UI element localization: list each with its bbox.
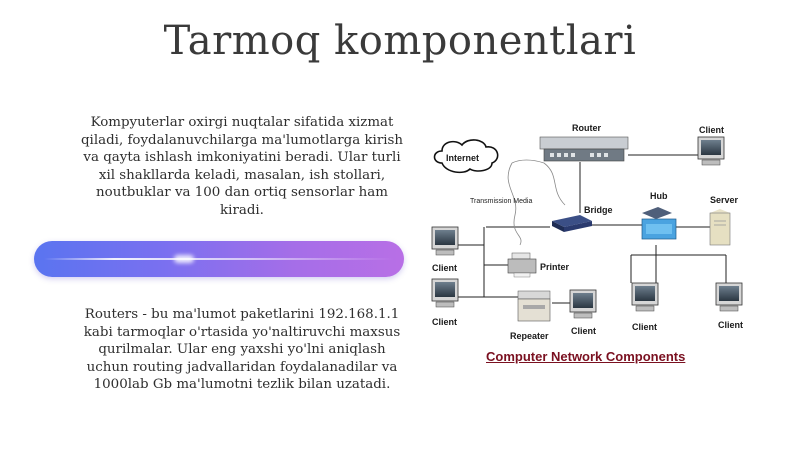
client-computer-icon <box>632 283 658 311</box>
client-left2-label: Client <box>432 317 458 327</box>
server-label: Server <box>710 195 739 205</box>
hub-icon <box>642 207 676 239</box>
repeater-label: Repeater <box>510 331 549 341</box>
router-label: Router <box>572 123 601 133</box>
connection-lines <box>458 155 726 303</box>
printer-icon <box>508 253 536 277</box>
client-computer-icon <box>716 283 742 311</box>
diagram-caption: Computer Network Components <box>486 349 686 364</box>
client-hub1-label: Client <box>632 322 658 332</box>
slide-title: Tarmoq komponentlari <box>163 18 637 64</box>
client-computer-icon <box>432 279 458 307</box>
network-diagram <box>420 115 795 375</box>
client-left1-label: Client <box>432 263 458 273</box>
bridge-icon <box>552 215 592 232</box>
routers-paragraph: Routers - bu ma'lumot paketlarini 192.168.1.1 kabi tarmoqlar o'rtasida yo'naltiruvchi maxsus qurilmalar. Ular eng yaxshi yo'lni aniqlash uchun routing jadvallaridan foydalanadilar va 1000lab Gb ma'lumotni tezlik bilan uzatadi. <box>83 307 401 392</box>
server-icon <box>710 209 730 245</box>
repeater-icon <box>518 291 550 321</box>
internet-label: Internet <box>446 153 480 163</box>
client-computer-icon <box>570 290 596 318</box>
router-icon <box>540 137 628 161</box>
printer-label: Printer <box>540 262 570 272</box>
client-top-label: Client <box>699 125 725 135</box>
transmission-media-label: Transmission Media <box>470 198 533 205</box>
client-hub2-label: Client <box>718 320 744 330</box>
client-computer-icon <box>432 227 458 255</box>
decorative-gradient-bar <box>34 241 404 277</box>
bridge-label: Bridge <box>584 205 613 215</box>
light-glow <box>174 255 194 263</box>
light-streak <box>44 258 394 260</box>
computers-paragraph: Kompyuterlar oxirgi nuqtalar sifatida xizmat qiladi, foydalanuvchilarga ma'lumotlarga kirish va qayta ishlash imkoniyatini beradi. Ular turli xil shakllarda keladi, masalan, ish stollari, noutbuklar va 100 dan ortiq sensorlar ham kiradi. <box>80 115 404 218</box>
client-computer-icon <box>698 137 724 165</box>
hub-label: Hub <box>650 191 668 201</box>
client-bottom-label: Client <box>571 326 597 336</box>
